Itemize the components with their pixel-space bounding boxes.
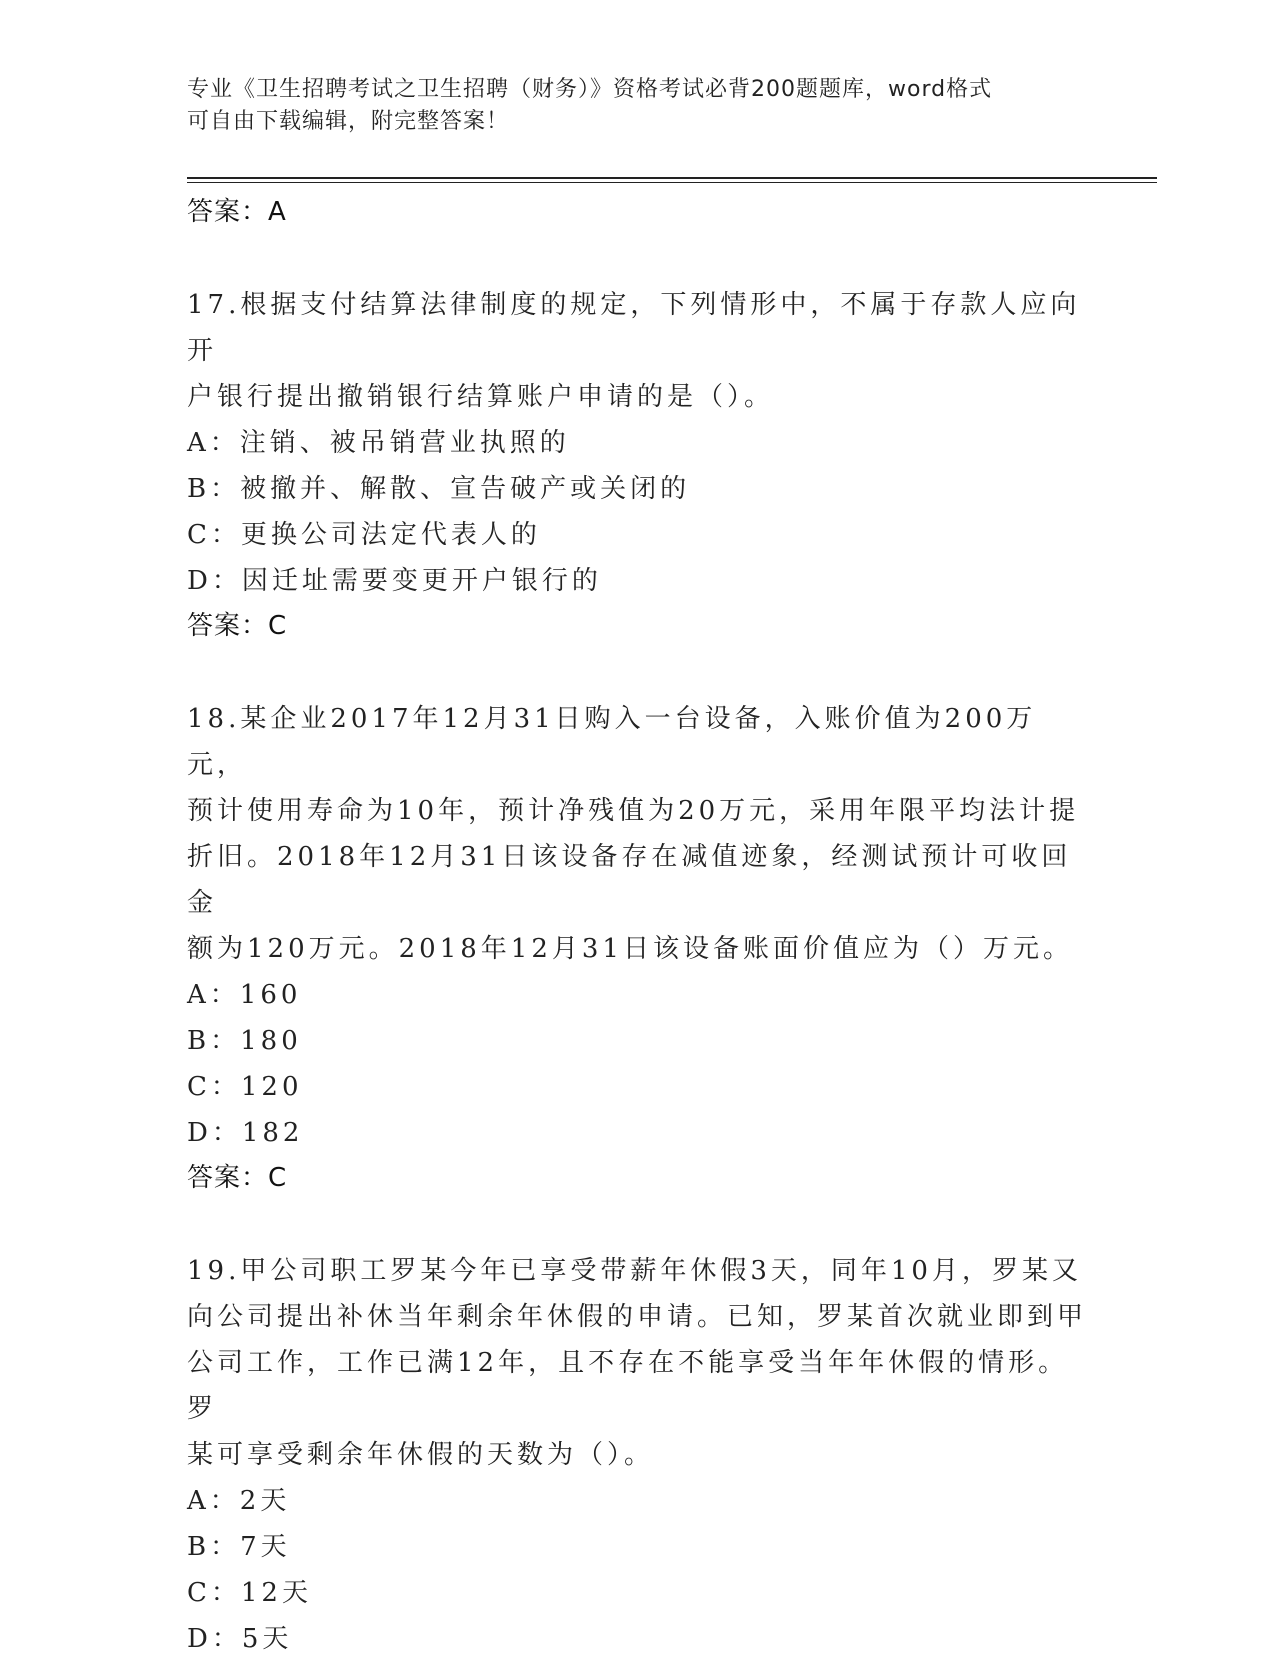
question-block-17	[187, 282, 1087, 648]
question-line: 折旧。2018年12月31日该设备存在减值迹象，经测试预计可收回金	[187, 842, 1072, 918]
question-line: 17.根据支付结算法律制度的规定，下列情形中，不属于存款人应向开	[187, 290, 1081, 366]
option-d: D：182	[187, 1118, 304, 1148]
option-b: B：被撤并、解散、宣告破产或关闭的	[187, 474, 691, 504]
question-line: 户银行提出撤销银行结算账户申请的是（）。	[187, 382, 775, 412]
option-a: A：注销、被吊销营业执照的	[187, 428, 570, 458]
question-line: 公司工作，工作已满12年，且不存在不能享受当年年休假的情形。罗	[187, 1348, 1069, 1424]
option-d: D：因迁址需要变更开户银行的	[187, 566, 602, 596]
option-b: B：180	[187, 1026, 302, 1056]
question-line: 额为120万元。2018年12月31日该设备账面价值应为（）万元。	[187, 934, 1073, 964]
document-content	[187, 190, 1087, 1662]
option-b: B：7天	[187, 1532, 291, 1562]
header-divider-thin	[187, 182, 1157, 183]
question-block-19	[187, 1248, 1087, 1662]
header-divider-thick	[187, 177, 1157, 179]
question-line: 预计使用寿命为10年，预计净残值为20万元，采用年限平均法计提	[187, 796, 1080, 826]
question-line: 向公司提出补休当年剩余年休假的申请。已知，罗某首次就业即到甲	[187, 1302, 1088, 1332]
spacer	[187, 234, 1087, 282]
option-c: C：120	[187, 1072, 303, 1102]
header-line-2: 可自由下载编辑，附完整答案！	[187, 109, 510, 134]
option-d: D：5天	[187, 1624, 293, 1654]
answer: 答案：C	[187, 611, 288, 641]
spacer	[187, 648, 1087, 696]
question-line: 19.甲公司职工罗某今年已享受带薪年休假3天，同年10月，罗某又	[187, 1256, 1082, 1286]
option-a: A：160	[187, 980, 302, 1010]
answer: 答案：C	[187, 1163, 288, 1193]
question-line: 18.某企业2017年12月31日购入一台设备，入账价值为200万元，	[187, 704, 1037, 780]
option-c: C：12天	[187, 1578, 312, 1608]
option-c: C：更换公司法定代表人的	[187, 520, 541, 550]
option-a: A：2天	[187, 1486, 291, 1516]
question-text	[187, 696, 1087, 972]
previous-answer: 答案：A	[187, 197, 287, 227]
question-text	[187, 282, 1087, 420]
question-block-18	[187, 696, 1087, 1200]
question-text	[187, 1248, 1087, 1478]
question-line: 某可享受剩余年休假的天数为（）。	[187, 1440, 655, 1470]
spacer	[187, 1200, 1087, 1248]
document-header	[187, 74, 1087, 138]
header-line-1: 专业《卫生招聘考试之卫生招聘（财务）》资格考试必背200题题库，word格式	[187, 77, 993, 102]
